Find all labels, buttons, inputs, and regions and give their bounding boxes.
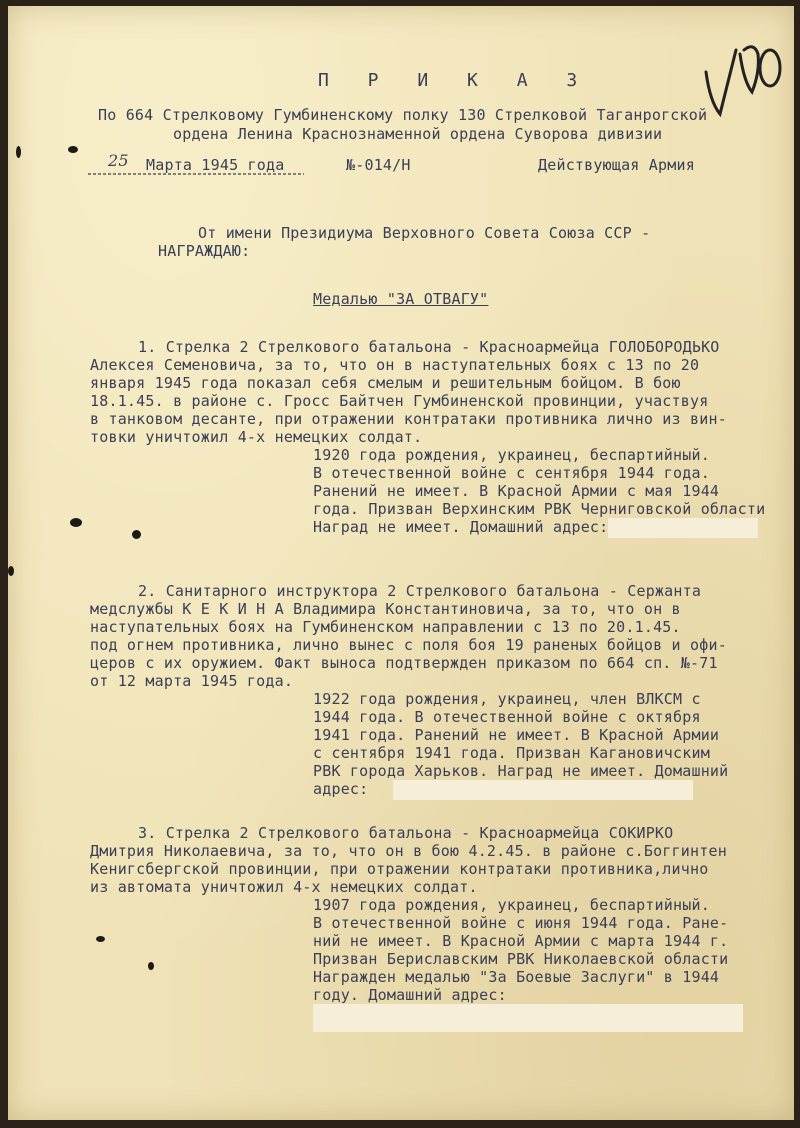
bio-line: Призван Бериславским РВК Николаевской области	[313, 950, 729, 968]
order-title: П Р И К А З	[318, 70, 592, 91]
bio-line: Ранений не имеет. В Красной Армии с мая 1944	[313, 482, 720, 500]
ink-blot	[96, 936, 105, 942]
bio-line: адрес:	[313, 780, 369, 798]
bio-line: года. Призван Верхинским РВК Черниговской области	[313, 500, 766, 518]
ink-blot	[70, 518, 82, 527]
bio-line: 1941 года. Ранений не имеет. В Красной Армии	[313, 726, 720, 744]
entry-line: 18.1.45. в районе с. Гросс Байтчен Гумбиненской провинции, участвуя	[90, 392, 709, 410]
bio-line: ний не имеет. В Красной Армии с марта 1944 г.	[313, 932, 729, 950]
entry-line: в танковом десанте, при отражении контратаки противника лично из вин-	[90, 410, 727, 428]
redacted-address	[313, 1004, 743, 1032]
unit-line-1: По 664 Стрелковому Гумбиненскому полку 130 Стрелковой Таганрогской	[98, 106, 708, 124]
bio-line: 1920 года рождения, украинец, беспартийный.	[313, 446, 710, 464]
entry-line: Дмитрия Николаевича, за то, что он в бою 4.2.45. в районе с.Боггинтен	[90, 842, 727, 860]
bio-line: 1922 года рождения, украинец, член ВЛКСМ с	[313, 690, 701, 708]
bio-line: В отечественной войне с июня 1944 года. Ране-	[313, 914, 729, 932]
entry-line: 1. Стрелка 2 Стрелкового батальона - Красноармейца ГОЛОБОРОДЬКО	[138, 338, 720, 356]
entry-line: 2. Санитарного инструктора 2 Стрелкового батальона - Сержанта	[138, 582, 702, 600]
entry-line: января 1945 года показал себя смелым и решительным бойцом. В бою	[90, 374, 681, 392]
medal-heading: Медалью "ЗА ОТВАГУ"	[313, 290, 489, 308]
entry-line: от 12 марта 1945 года.	[90, 672, 294, 690]
bio-line: 1944 года. В отечественной войне с октября	[313, 708, 701, 726]
ink-blot	[68, 146, 78, 153]
ink-blot	[148, 962, 154, 970]
entry-line: 3. Стрелка 2 Стрелкового батальона - Красноармейца СОКИРКО	[138, 824, 674, 842]
preamble-line-1: От имени Президиума Верховного Совета Союза ССР -	[198, 224, 651, 242]
document-page	[8, 6, 794, 1120]
location: Действующая Армия	[538, 156, 695, 174]
entry-line: церов с их оружием. Факт выноса подтвержден приказом по 664 сп. №-71	[90, 654, 718, 672]
ink-blot	[132, 530, 141, 539]
redacted-address	[393, 780, 693, 800]
bio-line: году. Домашний адрес:	[313, 986, 507, 1004]
order-number: №-014/Н	[346, 156, 411, 174]
entry-line: из автомата уничтожил 4-х немецких солдат.	[90, 878, 478, 896]
preamble-line-2: НАГРАЖДАЮ:	[158, 242, 251, 260]
ink-blot	[8, 566, 14, 576]
date-underline	[86, 170, 306, 178]
unit-line-2: ордена Ленина Краснознаменной ордена Суворова дивизии	[173, 125, 663, 143]
ink-blot	[16, 146, 21, 158]
bio-line: Наград не имеет. Домашний адрес:	[313, 518, 609, 536]
bio-line: В отечественной войне с сентября 1944 года.	[313, 464, 710, 482]
entry-line: товки уничтожил 4-х немецких солдат.	[90, 428, 423, 446]
bio-line: 1907 года рождения, украинец, беспартийный.	[313, 896, 710, 914]
entry-line: Кенигсбергской провинции, при отражении контратаки противника,лично	[90, 860, 709, 878]
redacted-address	[608, 518, 758, 538]
handwritten-annotation	[698, 32, 788, 122]
entry-line: наступательных боях на Гумбиненском направлении с 13 по 20.1.45.	[90, 618, 681, 636]
entry-line: медслужбы К Е К И Н А Владимира Константиновича, за то, что он в	[90, 600, 681, 618]
bio-line: РВК города Харьков. Наград не имеет. Домашний	[313, 762, 729, 780]
date-day: 25	[108, 151, 129, 170]
entry-line: Алексея Семеновича, за то, что он в наступательных боях с 13 по 20	[90, 356, 700, 374]
bio-line: с сентября 1941 года. Призван Кагановичским	[313, 744, 710, 762]
entry-line: под огнем противника, лично вынес с поля боя 19 раненых бойцов и офи-	[90, 636, 727, 654]
date-text: Марта 1945 года	[146, 156, 285, 174]
bio-line: Награжден медалью "За Боевые Заслуги" в 1944	[313, 968, 720, 986]
